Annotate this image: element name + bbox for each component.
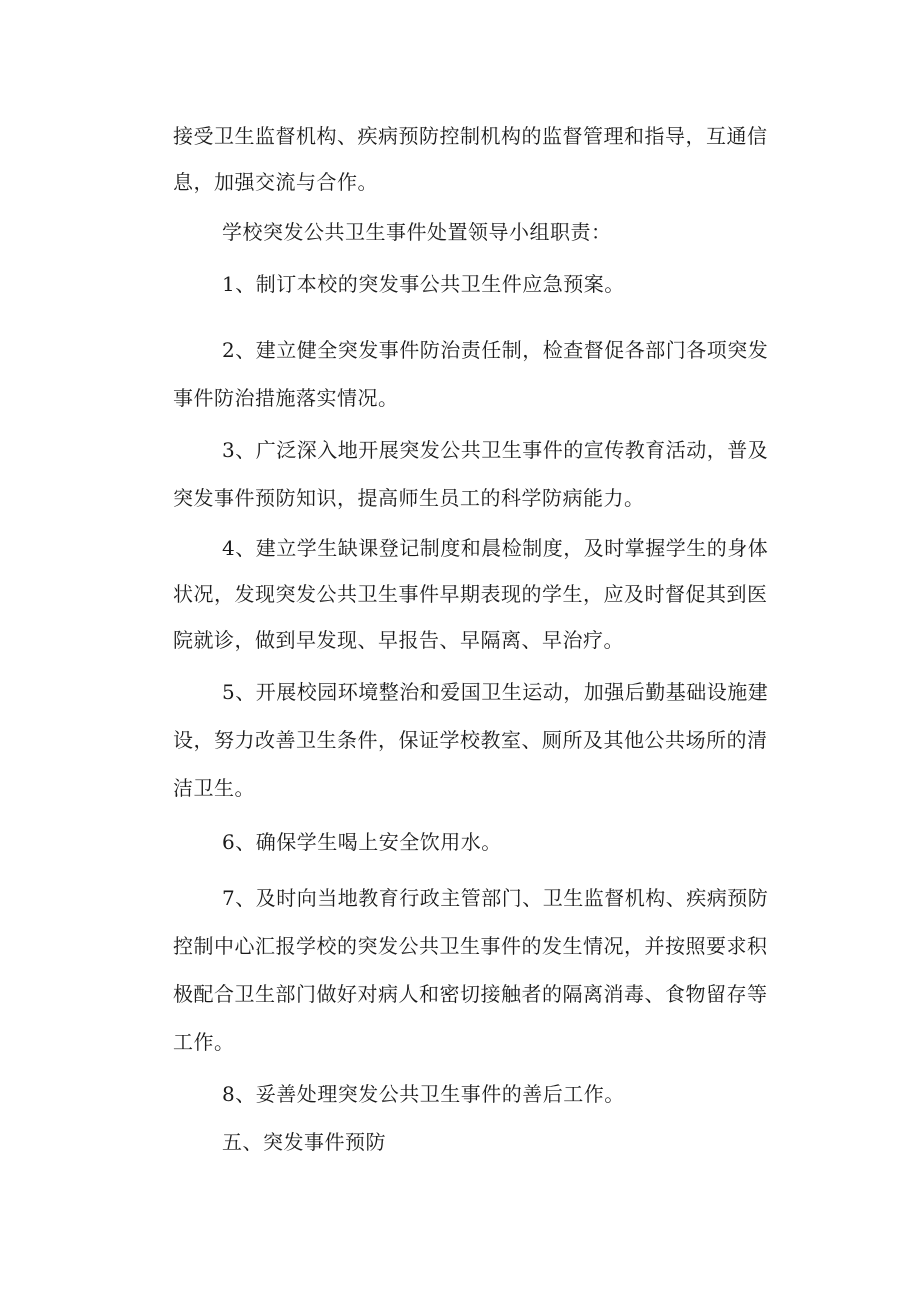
duty-item-5-line-1: 5、开展校园环境整治和爱国卫生运动，加强后勤基础设施建 bbox=[222, 680, 769, 704]
duty-item-4-line-1: 4、建立学生缺课登记制度和晨检制度，及时掌握学生的身体 bbox=[222, 536, 769, 560]
duty-item-4-line-3: 院就诊，做到早发现、早报告、早隔离、早治疗。 bbox=[173, 628, 624, 652]
duty-item-1: 1、制订本校的突发事公共卫生件应急预案。 bbox=[222, 272, 625, 296]
duty-item-4-line-2: 状况，发现突发公共卫生事件早期表现的学生，应及时督促其到医 bbox=[173, 582, 768, 606]
duty-item-8: 8、妥善处理突发公共卫生事件的善后工作。 bbox=[222, 1082, 625, 1106]
section-heading-prevention: 五、突发事件预防 bbox=[222, 1130, 386, 1154]
duty-item-2-line-2: 事件防治措施落实情况。 bbox=[173, 386, 399, 410]
duty-item-6: 6、确保学生喝上安全饮用水。 bbox=[222, 830, 502, 854]
duty-item-5-line-2: 设，努力改善卫生条件，保证学校教室、厕所及其他公共场所的清 bbox=[173, 728, 768, 752]
duty-item-3-line-2: 突发事件预防知识，提高师生员工的科学防病能力。 bbox=[173, 486, 645, 510]
duty-item-7-line-4: 工作。 bbox=[173, 1030, 235, 1054]
duty-item-3-line-1: 3、广泛深入地开展突发公共卫生事件的宣传教育活动，普及 bbox=[222, 438, 769, 462]
text-line-1: 接受卫生监督机构、疾病预防控制机构的监督管理和指导，互通信 bbox=[173, 124, 768, 148]
section-heading-duties: 学校突发公共卫生事件处置领导小组职责： bbox=[222, 220, 612, 244]
duty-item-5-line-3: 洁卫生。 bbox=[173, 776, 255, 800]
duty-item-7-line-2: 控制中心汇报学校的突发公共卫生事件的发生情况，并按照要求积 bbox=[173, 934, 768, 958]
duty-item-2-line-1: 2、建立健全突发事件防治责任制，检查督促各部门各项突发 bbox=[222, 338, 769, 362]
duty-item-7-line-1: 7、及时向当地教育行政主管部门、卫生监督机构、疾病预防 bbox=[222, 886, 769, 910]
duty-item-7-line-3: 极配合卫生部门做好对病人和密切接触者的隔离消毒、食物留存等 bbox=[173, 982, 768, 1006]
text-line-2: 息，加强交流与合作。 bbox=[173, 170, 378, 194]
